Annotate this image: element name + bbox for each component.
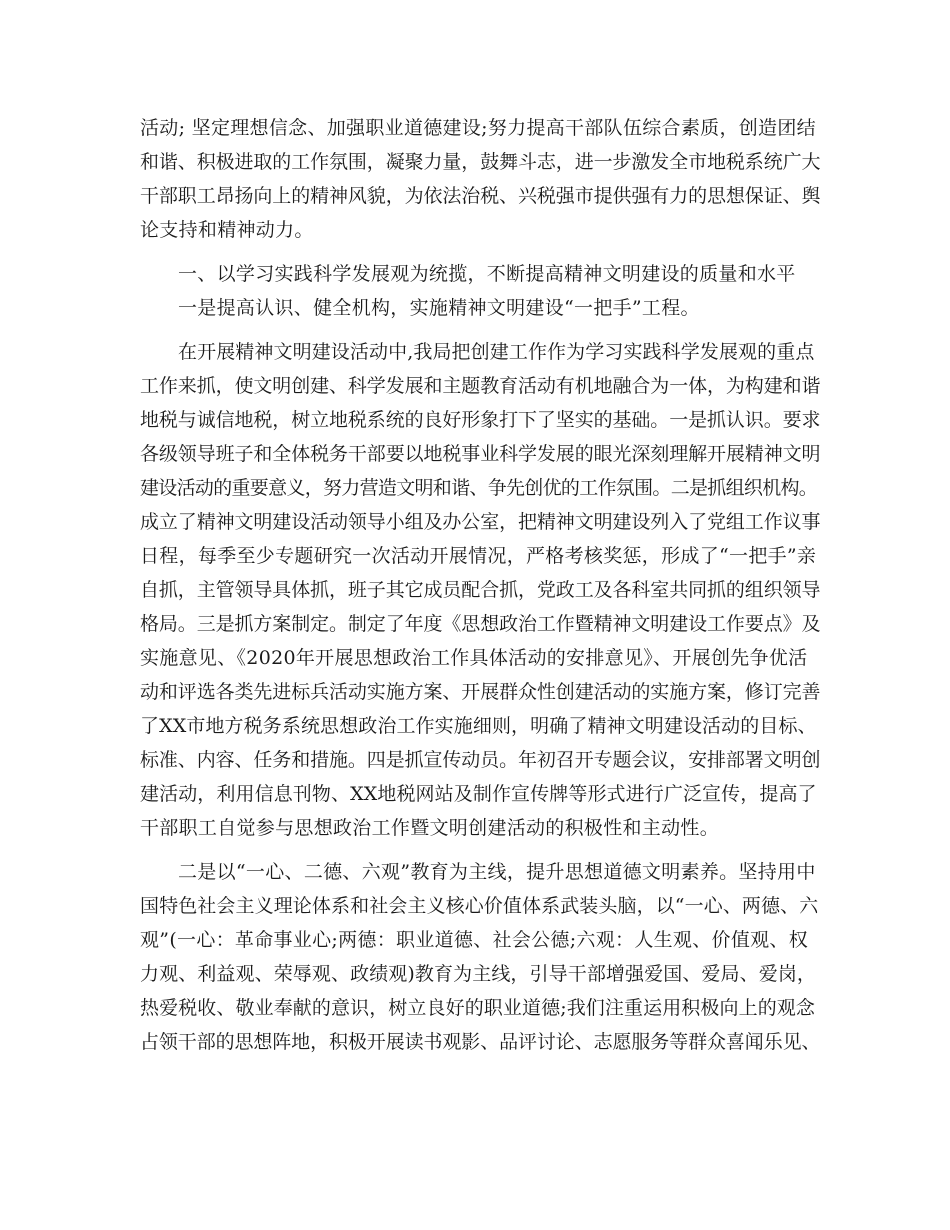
text-line: 干部职工昂扬向上的精神风貌，为依法治税、兴税强市提供强有力的思想保证、舆 (140, 185, 821, 207)
text-line: 成立了精神文明建设活动领导小组及办公室，把精神文明建设列入了党组工作议事 (140, 511, 821, 533)
text-line: 标准、内容、任务和措施。四是抓宣传动员。年初召开专题会议，安排部署文明创 (140, 749, 821, 771)
text-line: 日程，每季至少专题研究一次活动开展情况，严格考核奖惩，形成了“一把手”亲 (140, 545, 817, 567)
text-line: 活动; 坚定理想信念、加强职业道德建设;努力提高干部队伍综合素质，创造团结 (140, 117, 816, 139)
text-line: 地税与诚信地税，树立地税系统的良好形象打下了坚实的基础。一是抓认识。要求 (140, 409, 821, 431)
text-line: 论支持和精神动力。 (140, 219, 314, 241)
text-line: 建设活动的重要意义，努力营造文明和谐、争先创优的工作氛围。二是抓组织机构。 (140, 477, 818, 499)
section-heading: 一、以学习实践科学发展观为统揽，不断提高精神文明建设的质量和水平 (178, 263, 796, 285)
text-line: 格局。三是抓方案制定。制定了年度《思想政治工作暨精神文明建设工作要点》及 (140, 613, 821, 635)
text-line: 力观、利益观、荣辱观、政绩观)教育为主线，引导干部增强爱国、爱局、爱岗， (140, 963, 817, 985)
text-line: 各级领导班子和全体税务干部要以地税事业科学发展的眼光深刻理解开展精神文明 (140, 443, 821, 465)
text-line: 观”(一心：革命事业心;两德：职业道德、社会公德;六观：人生观、价值观、权 (140, 929, 809, 951)
text-line: 建活动，利用信息刊物、XX地税网站及制作宣传牌等形式进行广泛宣传，提高了 (140, 783, 817, 805)
text-line: 工作来抓，使文明创建、科学发展和主题教育活动有机地融合为一体，为构建和谐 (140, 375, 821, 397)
text-line: 二是以“一心、二德、六观”教育为主线，提升思想道德文明素养。坚持用中 (178, 861, 816, 883)
text-line: 和谐、积极进取的工作氛围，凝聚力量，鼓舞斗志，进一步激发全市地税系统广大 (140, 151, 821, 173)
text-line: 动和评选各类先进标兵活动实施方案、开展群众性创建活动的实施方案，修订完善 (140, 681, 821, 703)
text-line: 国特色社会主义理论体系和社会主义核心价值体系武装头脑，以“一心、两德、六 (140, 895, 819, 917)
text-line: 实施意见、《2020年开展思想政治工作具体活动的安排意见》、开展创先争优活 (140, 647, 808, 669)
text-line: 了XX市地方税务系统思想政治工作实施细则，明确了精神文明建设活动的目标、 (140, 715, 817, 737)
text-line: 在开展精神文明建设活动中,我局把创建工作作为学习实践科学发展观的重点 (178, 341, 815, 363)
text-line: 干部职工自觉参与思想政治工作暨文明创建活动的积极性和主动性。 (140, 817, 720, 839)
text-line: 热爱税收、敬业奉献的意识，树立良好的职业道德;我们注重运用积极向上的观念 (140, 997, 816, 1019)
text-line: 占领干部的思想阵地，积极开展读书观影、品评讨论、志愿服务等群众喜闻乐见、 (140, 1031, 821, 1053)
text-line: 自抓，主管领导具体抓，班子其它成员配合抓，党政工及各科室共同抓的组织领导 (140, 579, 821, 601)
subheading: 一是提高认识、健全机构，实施精神文明建设“一把手”工程。 (178, 297, 700, 319)
